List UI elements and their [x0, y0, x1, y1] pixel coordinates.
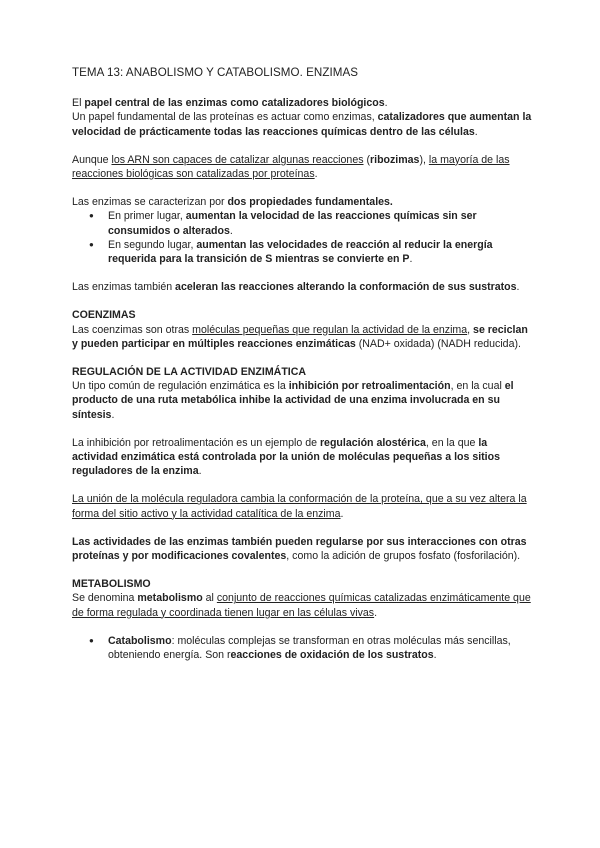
bold-text: inhibición por retroalimentación — [288, 380, 451, 393]
text: . — [340, 507, 344, 520]
text: La inhibición por retroalimentación es un ejemplo de — [72, 436, 320, 449]
bullet-icon: ● — [89, 211, 94, 221]
paragraph-proteins-enzymes — [72, 110, 532, 138]
text: (NAD+ oxidada) (NADH reducida). — [355, 337, 521, 350]
bold-text: el producto de una ruta metabólica inhibe la actividad de una enzima involucrada en su síntesis — [72, 380, 514, 421]
text: Las enzimas se caracterizan por — [72, 196, 228, 209]
text: Un papel fundamental de las proteínas es actuar como enzimas, — [72, 111, 378, 124]
paragraph-properties — [72, 195, 532, 209]
text: Aunque — [72, 153, 112, 166]
bold-text: aceleran las reacciones alterando la conformación de sus sustratos — [175, 281, 517, 294]
text: , en la que — [425, 436, 479, 449]
text: Se denomina — [72, 592, 138, 605]
text: . — [229, 224, 233, 237]
text: : moléculas complejas se transforman en otras moléculas más sencillas, obteniendo energía. Son r — [108, 634, 511, 662]
text: . — [384, 97, 388, 110]
metabolism-list — [72, 634, 532, 662]
document-page — [72, 66, 532, 662]
bold-text: Catabolismo — [108, 634, 172, 647]
text: , como la adición de grupos fosfato (fosforilación). — [286, 550, 521, 563]
text: . — [516, 281, 520, 294]
paragraph-enzymes-role — [72, 96, 532, 110]
list-item — [72, 634, 532, 662]
paragraph-metabolismo — [72, 591, 532, 619]
properties-list — [72, 209, 532, 266]
bold-text: la actividad enzimática está controlada por la unión de moléculas pequeñas a los sitios reguladores de la enzima — [72, 436, 500, 478]
text: En segundo lugar, — [108, 238, 197, 251]
text: . — [198, 465, 202, 478]
text: . — [374, 606, 378, 619]
underlined-text: conjunto de reacciones químicas catalizadas enzimáticamente que de forma regulada y coordinada tienen lugar en las células vivas — [72, 592, 531, 619]
list-item — [72, 209, 532, 237]
page-title: TEMA 13: ANABOLISMO Y CATABOLISMO. ENZIMAS — [72, 66, 359, 79]
text: . — [409, 253, 413, 266]
paragraph-substrates — [72, 280, 532, 294]
underlined-text: moléculas pequeñas que regulan la actividad de la enzima — [192, 323, 468, 336]
text: . — [314, 168, 318, 181]
text: al — [202, 592, 217, 605]
list-item — [72, 238, 532, 266]
underlined-text: los ARN son capaces de catalizar algunas reacciones — [111, 153, 364, 166]
text: Las coenzimas son otras — [72, 323, 193, 336]
text: . — [433, 649, 437, 662]
bullet-icon: ● — [89, 239, 94, 249]
underlined-text: la mayoría de las reacciones biológicas son catalizadas por proteínas — [72, 153, 510, 181]
heading-metabolismo: METABOLISMO — [72, 578, 151, 591]
paragraph-feedback-inhibition — [72, 379, 532, 422]
bold-text: Las actividades de las enzimas también pueden regularse por sus interacciones con otras proteínas y por modificaciones covalentes — [72, 535, 527, 563]
paragraph-coenzimas — [72, 323, 532, 351]
bold-text: eacciones de oxidación de los sustratos — [230, 649, 434, 662]
bold-text: metabolismo — [137, 592, 203, 605]
bold-text: dos propiedades fundamentales. — [227, 196, 393, 209]
bold-text: aumentan la velocidad de las reacciones químicas sin ser consumidos o alterados — [108, 210, 477, 237]
bold-text: regulación alostérica — [319, 436, 426, 449]
text: ( — [363, 153, 370, 166]
bullet-icon: ● — [89, 635, 94, 645]
text: . — [111, 408, 115, 421]
bold-text: catalizadores que aumentan la velocidad de prácticamente todas las reacciones químicas dentro de las células — [72, 111, 532, 138]
bold-text: ribozimas — [370, 153, 420, 166]
paragraph-ribozymes — [72, 153, 532, 181]
paragraph-allosteric — [72, 436, 532, 479]
text: El — [72, 97, 85, 110]
text: , en la cual — [450, 380, 505, 393]
bold-text: se reciclan y pueden participar en múltiples reacciones enzimáticas — [72, 323, 528, 350]
heading-regulacion: REGULACIÓN DE LA ACTIVIDAD ENZIMÁTICA — [72, 366, 307, 379]
text: , — [467, 323, 474, 336]
text: ), — [419, 153, 429, 166]
heading-coenzimas: COENZIMAS — [72, 309, 136, 322]
text: En primer lugar, — [108, 210, 186, 223]
bold-text: papel central de las enzimas como catalizadores biológicos — [84, 97, 385, 110]
paragraph-conformation — [72, 492, 532, 520]
paragraph-covalent — [72, 535, 532, 563]
text: . — [474, 125, 478, 138]
text: Un tipo común de regulación enzimática es la — [72, 380, 289, 393]
text: Las enzimas también — [72, 281, 176, 294]
underlined-text: La unión de la molécula reguladora cambia la conformación de la proteína, que a su vez altera la forma del sitio activo y la actividad catalítica de la enzima — [72, 493, 527, 520]
bold-text: aumentan las velocidades de reacción al reducir la energía requerida para la transición de S mientras se convierte en P — [108, 238, 493, 266]
